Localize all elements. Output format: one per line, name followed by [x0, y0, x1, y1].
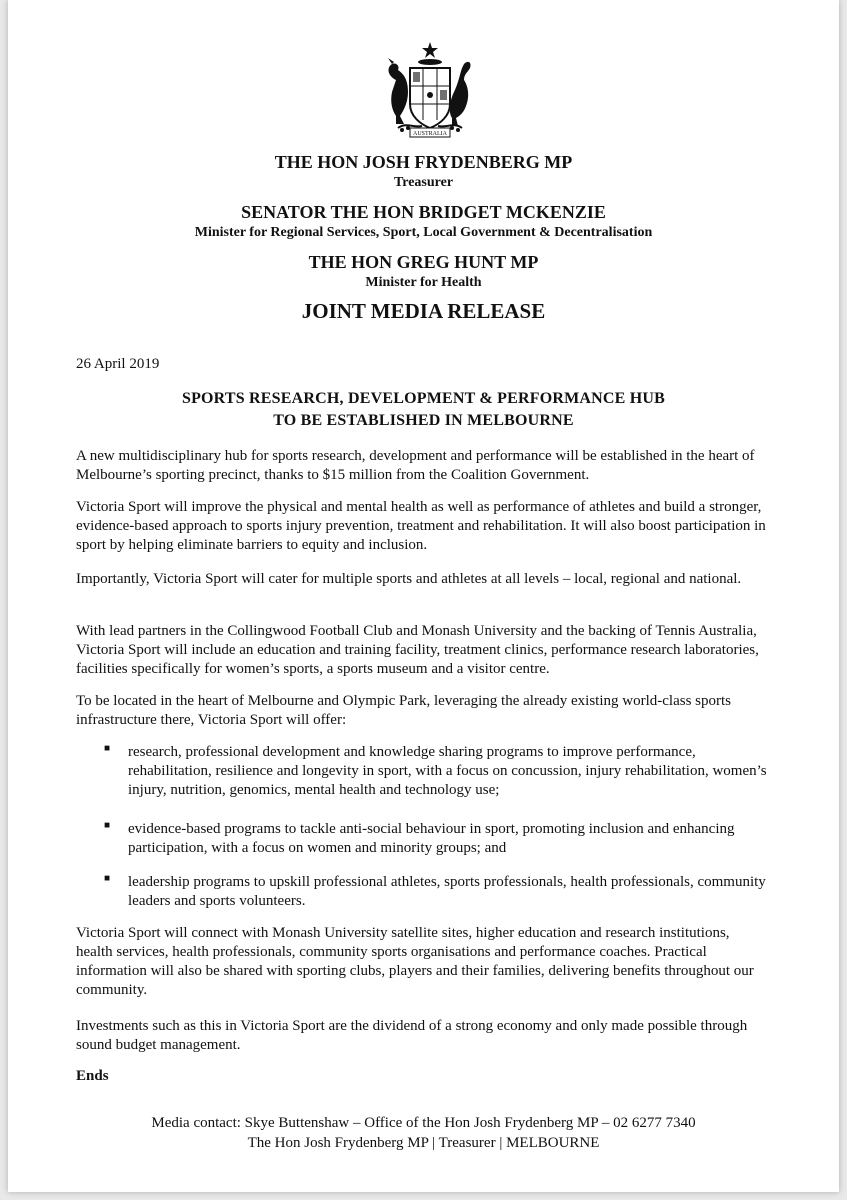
- bullet-marker-icon: ■: [104, 743, 111, 754]
- release-date: 26 April 2019: [76, 356, 160, 372]
- release-type-heading: JOINT MEDIA RELEASE: [301, 299, 546, 323]
- media-release-page: [8, 0, 839, 1192]
- paragraph-1: A new multidisciplinary hub for sports research, development and performance will be established in the heart of Melbourne’s sporting precinct, thanks to $15 million from the Coalition Government.: [76, 448, 755, 483]
- minister-3-title: Minister for Health: [365, 275, 482, 290]
- crest-scroll-text: AUSTRALIA: [413, 131, 447, 137]
- minister-3-name: THE HON GREG HUNT MP: [308, 252, 539, 272]
- minister-1-title: Treasurer: [393, 175, 454, 190]
- minister-1-name: THE HON JOSH FRYDENBERG MP: [274, 152, 573, 172]
- paragraph-5: To be located in the heart of Melbourne and Olympic Park, leveraging the already existing world-class sports infrastructure there, Victoria Sport will offer:: [76, 693, 732, 728]
- paragraph-3: Importantly, Victoria Sport will cater for multiple sports and athletes at all levels – local, regional and national.: [76, 571, 742, 587]
- bullet-item-3: leadership programs to upskill professional athletes, sports professionals, health professionals, community leaders and sports volunteers.: [128, 874, 766, 909]
- headline-line-1: SPORTS RESEARCH, DEVELOPMENT & PERFORMANCE HUB: [181, 390, 666, 407]
- paragraph-4: With lead partners in the Collingwood Football Club and Monash University and the backing of Tennis Australia, Victoria Sport will include an education and training facility, treatment clinics, performance research laboratories, facilities specifically for women’s sports, a sports museum and a visitor centre.: [76, 623, 759, 677]
- coat-of-arms-icon: [374, 40, 486, 140]
- ends-marker: Ends: [76, 1068, 109, 1084]
- closing-paragraph-1: Victoria Sport will connect with Monash University satellite sites, higher education and research institutions, health services, health professionals, community sports organisations and performance coaches. Practical information will also be shared with sporting clubs, players and their families, delivering benefits throughout our community.: [76, 925, 754, 998]
- footer-media-contact: Media contact: Skye Buttenshaw – Office of the Hon Josh Frydenberg MP – 02 6277 7340: [151, 1115, 696, 1131]
- paragraph-2: Victoria Sport will improve the physical and mental health as well as performance of athletes and build a stronger, evidence-based approach to sports injury prevention, treatment and rehabilitation. It will also boost participation in sport by helping eliminate barriers to equity and inclusion.: [76, 499, 766, 553]
- minister-2-title: Minister for Regional Services, Sport, Local Government & Decentralisation: [194, 225, 653, 240]
- bullet-marker-icon: ■: [104, 820, 111, 831]
- closing-paragraph-2: Investments such as this in Victoria Sport are the dividend of a strong economy and only made possible through sound budget management.: [76, 1018, 748, 1053]
- footer-address: The Hon Josh Frydenberg MP | Treasurer | MELBOURNE: [247, 1135, 600, 1151]
- bullet-item-1: research, professional development and knowledge sharing programs to improve performance, rehabilitation, resilience and longevity in sport, with a focus on concussion, injury rehabilitation, women’s injury, nutrition, genomics, mental health and technology use;: [128, 744, 767, 798]
- bullet-marker-icon: ■: [104, 873, 111, 884]
- headline-line-2: TO BE ESTABLISHED IN MELBOURNE: [273, 412, 574, 429]
- bullet-item-2: evidence-based programs to tackle anti-social behaviour in sport, promoting inclusion and enhancing participation, with a focus on women and minority groups; and: [128, 821, 735, 856]
- minister-2-name: SENATOR THE HON BRIDGET MCKENZIE: [241, 202, 606, 222]
